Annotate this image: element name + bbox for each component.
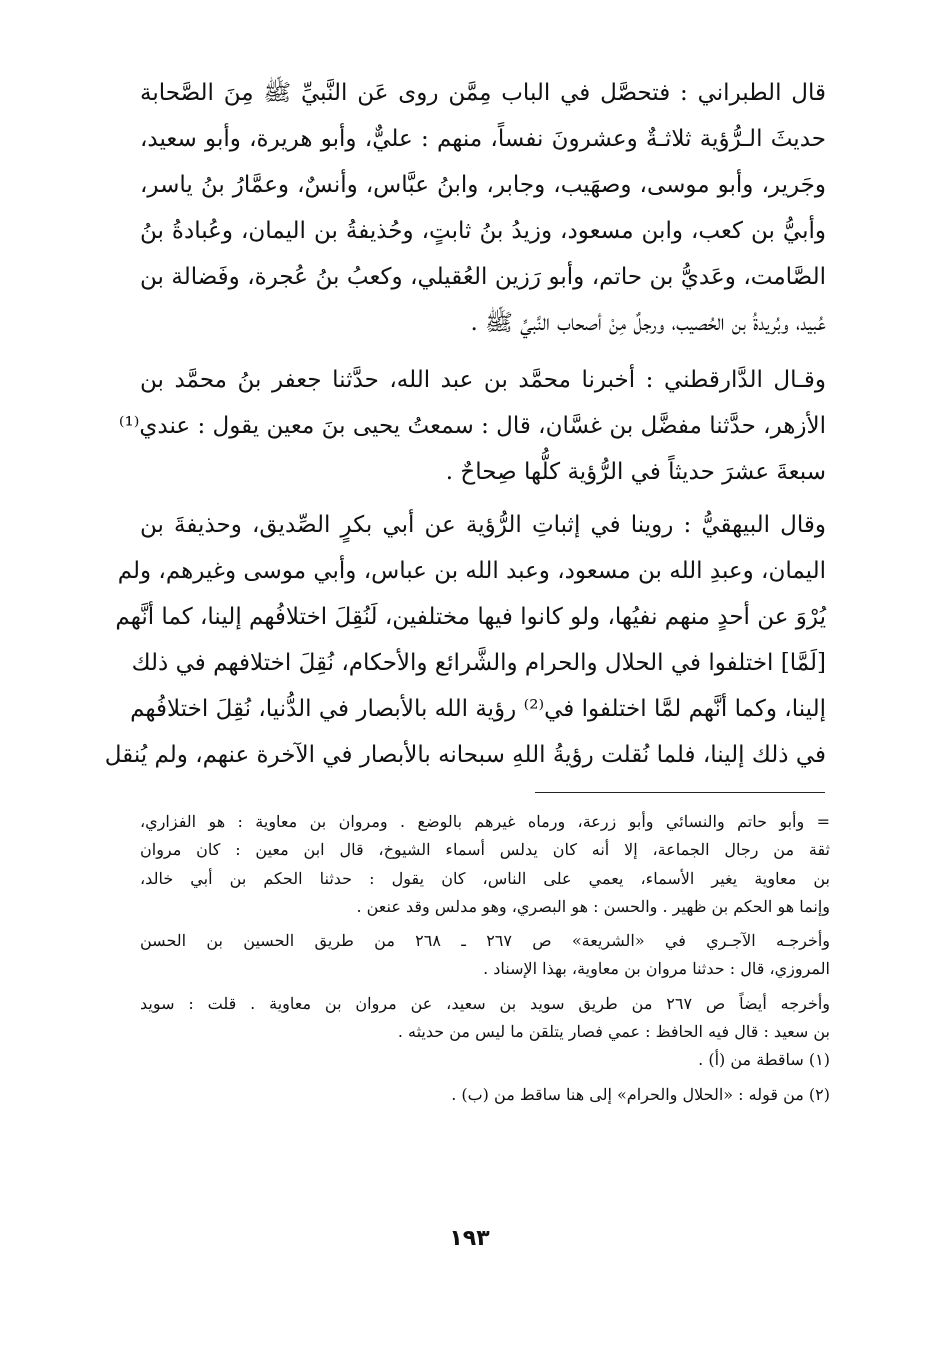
footnotes [140,808,830,1109]
footnote-line: بن سعيد : قال فيه الحافظ : عمي فصار يتلقن ما ليس من حديثه . [397,1022,830,1042]
footnote-line: وإنما هو الحكم بن ظهير . والحسن : هو البصري، وهو مدلس وقد عنعن . [356,896,830,916]
footnote-1 [140,1046,830,1074]
footnote-line: وأخرجه أيضاً ص ٢٦٧ من طريق سويد بن سعيد، عن مروان بن معاوية . قلت : سويد [140,993,831,1013]
footnote-suwayd [140,990,830,1047]
text-line: وقـال الدَّارقطني : أخبرنا محمَّد بن عبد الله، حدَّثنا جعفر بنُ محمَّد بن [140,367,826,393]
text-line: الأزهر، حدَّثنا مفضَّل بن غسَّان، قال : سمعتُ يحيى بنَ معين يقول : عندي⁽¹⁾ [118,413,826,439]
footnote-line: (٢) من قوله : «الحلال والحرام» إلى هنا ساقط من (ب) . [451,1084,830,1104]
text-line: سبعةَ عشرَ حديثاً في الرُّؤية كلُّها صِحاحٌ . [445,459,826,485]
text-line: [لَمَّا] اختلفوا في الحلال والحرام والشَّرائع والأحكام، نُقِلَ اختلافهم في ذلك [131,650,826,676]
paragraph-tabarani [140,70,826,346]
footnote-2 [140,1081,830,1109]
footnote-line: = وأبو حاتم والنسائي وأبو زرعة، ورماه غيرهم بالوضع . ومروان بن معاوية : هو الفزاري، [140,812,830,831]
footnote-line: بن معاوية يغير الأسماء، يعمي على الناس، كان يقول : حدثنا الحكم بن أبي خالد، [140,868,830,888]
text-line: في ذلك إلينا، فلما نُقلت رؤيةُ اللهِ سبحانه بالأبصار في الآخرة عنهم، ولم يُنقل [104,742,826,768]
paragraph-daraqutni [118,357,826,495]
footnote-line: وأخرجـه الآجـري في «الشريعة» ص ٢٦٧ ـ ٢٦٨ من طريق الحسين بن الحسن [140,931,831,951]
footnote-line: المروزي، قال : حدثنا مروان بن معاوية، بهذا الإسناد . [483,959,830,979]
text-line: حديثَ الـرُّؤية ثلاثـةٌ وعشرونَ نفساً، منهم : عليٌّ، وأبو هريرة، وأبو سعيد، [140,126,826,152]
text-line: قال الطبراني : فتحصَّل في الباب مِمَّن روى عَن النَّبيِّ ﷺ مِنَ الصَّحابة [140,80,826,106]
text-line: إلينا، وكما أنَّهم لمَّا اختلفوا في⁽²⁾ رؤية الله بالأبصار في الدُّنيا، نُقِلَ اختلافُهم [130,696,826,722]
text-line: الصَّامت، وعَديُّ بن حاتم، وأبو رَزين العُقيلي، وكعبُ بنُ عُجرة، وفَضالة بن [140,264,826,290]
page-number: ١٩٣ [449,1226,490,1251]
footnote-continuation [140,808,830,921]
text-line: وجَرير، وأبو موسى، وصهَيب، وجابر، وابنُ عبَّاس، وأنسٌ، وعمَّارُ بنُ ياسر، [140,172,826,198]
footnote-separator [535,792,825,793]
text-line: وقال البيهقيُّ : روينا في إثباتِ الرُّؤية عن أبي بكرٍ الصِّديق، وحذيفةَ بن [140,512,826,538]
text-line: وأبيُّ بن كعب، وابن مسعود، وزيدُ بنُ ثابتٍ، وحُذيفةُ بن اليمان، وعُبادةُ بنُ [140,218,826,244]
footnote-line: (١) ساقطة من (أ) . [698,1050,830,1070]
footnote-line: ثقة من رجال الجماعة، إلا أنه كان يدلس أسماء الشيوخ، قال ابن معين : كان مروان [140,840,830,860]
text-line: يُرْوَ عن أحدٍ منهم نفيُها، ولو كانوا فيها مختلفين، لَنُقِلَ اختلافُهم إلينا، كما أنَّهم [115,604,826,630]
paragraph-bayhaqi [104,502,826,778]
text-line: اليمان، وعبدِ الله بن مسعود، وعبد الله بن عباس، وأبي موسى وغيرهم، ولم [117,558,826,584]
text-line: عُبيد، وبُريدةُ بن الحُصيب، ورجلٌ مِنْ أصحاب النَّبيِّ ﷺ . [470,310,826,336]
footnote-ajurri [140,927,830,984]
